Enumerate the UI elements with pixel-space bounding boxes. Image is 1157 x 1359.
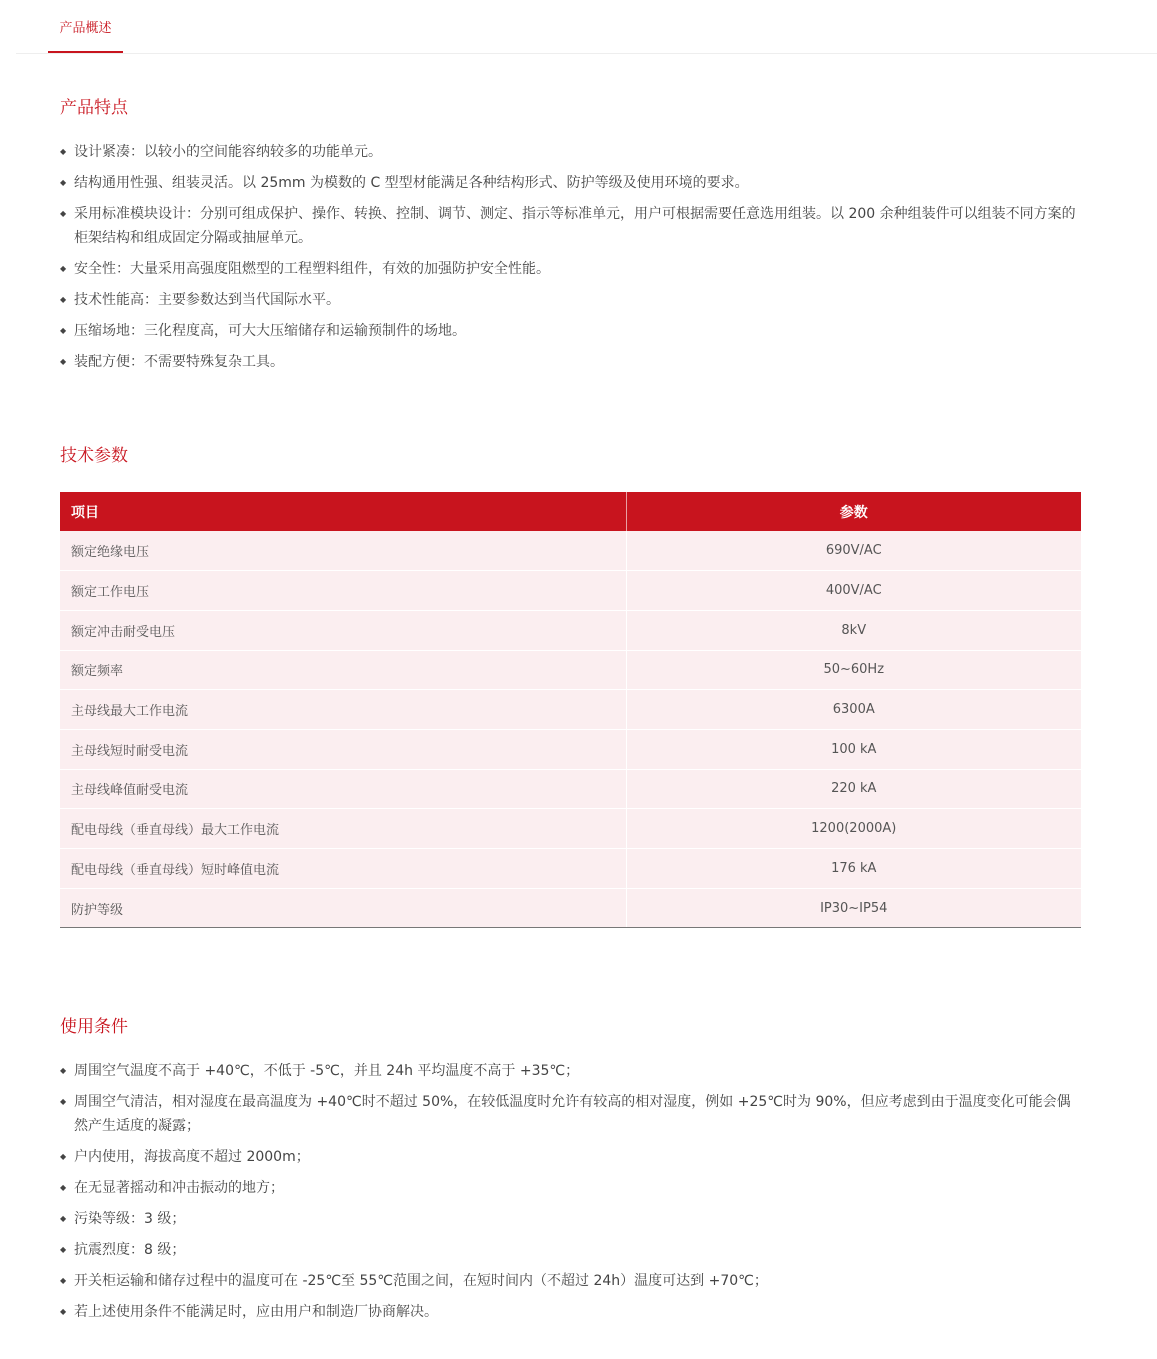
spec-name: 额定工作电压 (60, 571, 626, 611)
spec-name: 配电母线（垂直母线）短时峰值电流 (60, 849, 626, 889)
list-item: ◆ 抗震烈度：8 级； (60, 1238, 1082, 1262)
table-row (60, 690, 1081, 730)
list-item: ◆ 在无显著摇动和冲击振动的地方； (60, 1176, 1082, 1200)
spec-value: IP30~IP54 (626, 888, 1081, 928)
conditions-title: 使用条件 (60, 1017, 128, 1037)
spec-value: 220 kA (626, 769, 1081, 809)
spec-name: 主母线峰值耐受电流 (60, 769, 626, 809)
column-header-value: 参数 (626, 492, 1081, 531)
table-row (60, 888, 1081, 928)
list-item: ◆ 结构通用性强、组装灵活。以 25mm 为模数的 C 型型材能满足各种结构形式、防护等级及使用环境的要求。 (60, 171, 1082, 195)
table-row (60, 769, 1081, 809)
list-item: ◆ 户内使用，海拔高度不超过 2000m； (60, 1145, 1082, 1169)
tab-bar (16, 0, 1157, 54)
features-title: 产品特点 (60, 98, 128, 118)
list-item: ◆ 安全性：大量采用高强度阻燃型的工程塑料组件，有效的加强防护安全性能。 (60, 257, 1082, 281)
spec-name: 主母线短时耐受电流 (60, 729, 626, 769)
table-row (60, 729, 1081, 769)
spec-value: 100 kA (626, 729, 1081, 769)
table-row (60, 809, 1081, 849)
table-row (60, 571, 1081, 611)
spec-name: 主母线最大工作电流 (60, 690, 626, 730)
list-item: ◆ 采用标准模块设计：分别可组成保护、操作、转换、控制、调节、测定、指示等标准单元，用户可根据需要任意选用组装。以 200 余种组装件可以组装不同方案的柜架结构和组成固定分隔或抽屉单元。 (60, 202, 1082, 250)
specs-title: 技术参数 (60, 446, 128, 466)
table-header-row (60, 492, 1081, 531)
table-row (60, 849, 1081, 889)
table-row (60, 610, 1081, 650)
column-header-item: 项目 (60, 492, 626, 531)
specs-table (60, 492, 1081, 928)
spec-value: 8kV (626, 610, 1081, 650)
list-item: ◆ 压缩场地：三化程度高，可大大压缩储存和运输预制件的场地。 (60, 319, 1082, 343)
list-item: ◆ 技术性能高：主要参数达到当代国际水平。 (60, 288, 1082, 312)
spec-name: 配电母线（垂直母线）最大工作电流 (60, 809, 626, 849)
spec-name: 额定绝缘电压 (60, 531, 626, 571)
list-item: ◆ 若上述使用条件不能满足时，应由用户和制造厂协商解决。 (60, 1300, 1082, 1324)
spec-name: 额定频率 (60, 650, 626, 690)
spec-value: 176 kA (626, 849, 1081, 889)
spec-value: 6300A (626, 690, 1081, 730)
spec-value: 50~60Hz (626, 650, 1081, 690)
list-item: ◆ 周围空气温度不高于 +40℃，不低于 -5℃，并且 24h 平均温度不高于 +35℃； (60, 1059, 1082, 1083)
tab-product-overview[interactable]: 产品概述 (48, 0, 123, 53)
spec-value: 690V/AC (626, 531, 1081, 571)
list-item: ◆ 污染等级：3 级； (60, 1207, 1082, 1231)
features-list (60, 140, 1082, 381)
table-row (60, 650, 1081, 690)
table-row (60, 531, 1081, 571)
list-item: ◆ 周围空气清洁，相对湿度在最高温度为 +40℃时不超过 50%，在较低温度时允许有较高的相对湿度，例如 +25℃时为 90%，但应考虑到由于温度变化可能会偶然产生适度的凝露； (60, 1090, 1082, 1138)
list-item: ◆ 装配方便：不需要特殊复杂工具。 (60, 350, 1082, 374)
conditions-list (60, 1059, 1082, 1331)
list-item: ◆ 开关柜运输和储存过程中的温度可在 -25℃至 55℃范围之间，在短时间内（不超过 24h）温度可达到 +70℃； (60, 1269, 1082, 1293)
spec-value: 400V/AC (626, 571, 1081, 611)
list-item: ◆ 设计紧凑：以较小的空间能容纳较多的功能单元。 (60, 140, 1082, 164)
spec-value: 1200(2000A) (626, 809, 1081, 849)
spec-name: 防护等级 (60, 888, 626, 928)
spec-name: 额定冲击耐受电压 (60, 610, 626, 650)
